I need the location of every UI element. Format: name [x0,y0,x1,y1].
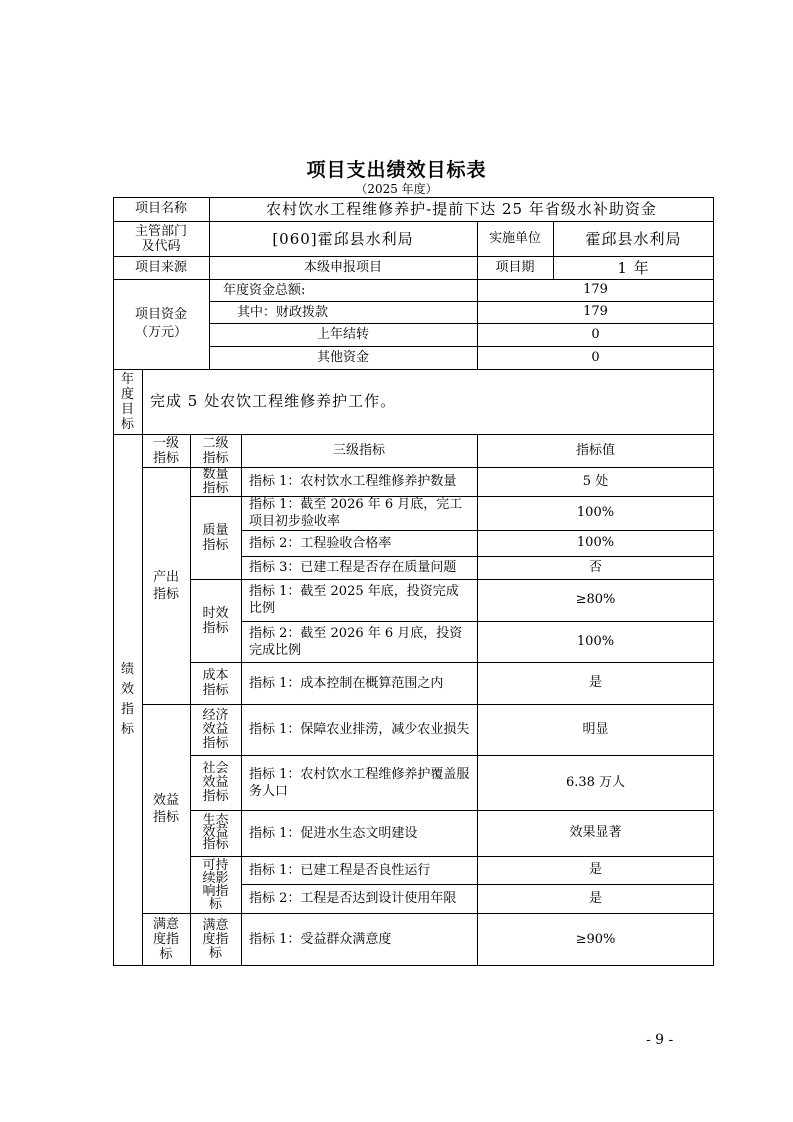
value-row-11: 是 [588,862,602,877]
value-row-3: 100% [576,535,615,550]
level2-quantity: 数量指标 [202,466,229,496]
year-subtitle: （2025 年度） [355,182,438,196]
indicator-row-8: 指标 1：保障农业排涝，减少农业损失 [249,722,470,737]
dept-label [113,221,209,256]
funds-fiscal-value: 179 [583,304,608,319]
value-row-6: 100% [576,633,615,649]
header-value: 指标值 [575,442,615,458]
funds-other-label: 其他资金 [316,349,369,365]
header-level2: 二级指标 [202,435,229,466]
value-row-4: 否 [588,559,602,575]
table-title: 项目支出绩效目标表 [306,159,487,181]
source-label: 项目来源 [134,259,187,275]
funds-total-label: 年度资金总额: [223,282,306,298]
level2-timeliness: 时效指标 [202,605,229,636]
value-row-10: 效果显著 [569,825,622,840]
indicator-row-12: 指标 2：工程是否达到设计使用年限 [249,891,457,906]
level2-satisfaction: 满意度指标 [202,917,229,961]
indicator-row-11: 指标 1：已建工程是否良性运行 [249,862,431,878]
impl-label: 实施单位 [488,230,541,246]
funds-fiscal-label: 其中：财政拨款 [237,304,329,320]
impl-value: 霍邱县水利局 [585,229,682,248]
level1-output: 产出指标 [152,569,179,602]
level2-quality: 质量指标 [202,522,229,553]
indicator-row-4: 指标 3：已建工程是否存在质量问题 [249,560,457,575]
source-value: 本级申报项目 [303,259,382,275]
value-row-9: 6.38 万人 [565,774,626,790]
indicator-row-10: 指标 1：促进水生态文明建设 [249,825,418,841]
funds-carryover-label: 上年结转 [316,326,369,342]
indicator-row-3: 指标 2：工程验收合格率 [249,535,392,551]
header-level1: 一级指标 [152,435,179,466]
value-row-12: 是 [588,890,602,906]
indicator-row-1: 指标 1：农村饮水工程维修养护数量 [249,474,457,489]
annual-goal-label: 年度目标 [120,371,134,432]
level2-sustainable: 可持续影响指标 [202,857,229,912]
funds-label-line1: 项目资金 [134,307,187,322]
funds-label [113,279,209,369]
annual-goal-text: 完成 5 处农饮工程维修养护工作。 [150,392,397,410]
value-row-1: 5 处 [582,473,609,489]
perf-indicators-label: 绩效指标 [120,662,134,737]
level2-social: 社会效益指标 [202,760,229,804]
funds-other-value: 0 [591,349,600,365]
dept-value: [060]霍邱县水利局 [272,229,414,248]
page-number: - 9 - [646,1032,674,1048]
indicator-row-5: 指标 1：截至 2025 年底，投资完成比例 [249,584,459,616]
dept-label-line2: 及代码 [141,238,181,254]
value-row-5: ≥80% [575,592,616,607]
level2-economic: 经济效益指标 [202,707,229,751]
funds-total-value: 179 [583,282,608,297]
indicator-row-7: 指标 1：成本控制在概算范围之内 [249,675,444,691]
indicator-row-13: 指标 1：受益群众满意度 [249,932,392,947]
header-level3: 三级指标 [332,442,385,458]
period-label: 项目期 [495,259,535,275]
level2-ecological: 生态效益指标 [202,813,229,852]
value-row-7: 是 [588,675,602,690]
level1-benefit: 效益指标 [152,792,179,825]
period-value: 1 年 [617,258,650,277]
value-row-13: ≥90% [575,931,616,947]
indicator-row-2: 指标 1：截至 2026 年 6 月底，完工项目初步验收率 [249,497,463,529]
level2-cost: 成本指标 [202,668,229,698]
funds-carryover-value: 0 [591,326,600,342]
project-name-label: 项目名称 [134,201,187,216]
level1-satisfaction: 满意度指标 [152,917,179,962]
indicator-row-6: 指标 2：截至 2026 年 6 月底，投资完成比例 [249,625,463,658]
indicator-row-9: 指标 1：农村饮水工程维修养护覆盖服务人口 [249,766,470,799]
funds-label-line2: （万元） [134,325,187,340]
value-row-2: 100% [576,505,615,520]
dept-label-line1: 主管部门 [134,223,187,239]
value-row-8: 明显 [582,721,609,737]
project-name-value: 农村饮水工程维修养护-提前下达 25 年省级水补助资金 [266,200,657,218]
